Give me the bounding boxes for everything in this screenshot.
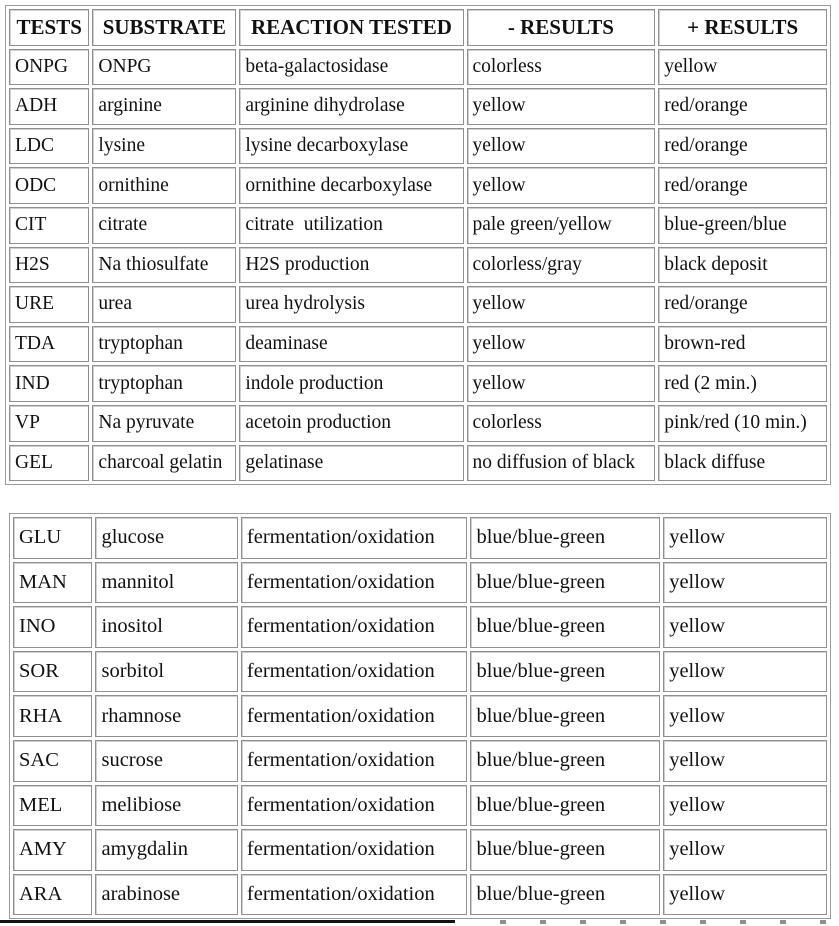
negative-result: yellow [467, 365, 656, 402]
substrate: glucose [95, 517, 237, 559]
header-negative-results: - RESULTS [467, 9, 656, 46]
reaction: fermentation/oxidation [241, 740, 468, 782]
table-row [9, 207, 827, 244]
positive-result: red/orange [658, 128, 827, 165]
negative-result: blue/blue-green [470, 606, 660, 648]
negative-result: blue/blue-green [470, 785, 660, 827]
table-row [13, 740, 827, 782]
test-code: SOR [13, 651, 92, 693]
substrate: Na thiosulfate [92, 247, 236, 284]
substrate: ONPG [92, 49, 236, 86]
header-substrate: SUBSTRATE [92, 9, 236, 46]
positive-result: black diffuse [658, 445, 827, 482]
negative-result: blue/blue-green [470, 874, 660, 916]
test-code: IND [9, 365, 89, 402]
substrate: arginine [92, 88, 236, 125]
table-row [13, 606, 827, 648]
negative-result: yellow [467, 326, 656, 363]
table-row [9, 365, 827, 402]
reaction: H2S production [239, 247, 463, 284]
substrate: rhamnose [95, 695, 237, 737]
table-row [13, 829, 827, 871]
table-row [9, 167, 827, 204]
negative-result: blue/blue-green [470, 695, 660, 737]
test-code: MAN [13, 562, 92, 604]
cropped-artifact [500, 920, 830, 924]
positive-result: black deposit [658, 247, 827, 284]
reaction: fermentation/oxidation [241, 517, 468, 559]
test-code: GEL [9, 445, 89, 482]
table-row [13, 651, 827, 693]
test-code: AMY [13, 829, 92, 871]
substrate: sorbitol [95, 651, 237, 693]
header-tests: TESTS [9, 9, 89, 46]
biochemical-tests-table [5, 5, 831, 485]
reaction: lysine decarboxylase [239, 128, 463, 165]
negative-result: yellow [467, 167, 656, 204]
test-code: ADH [9, 88, 89, 125]
table-row [13, 695, 827, 737]
table-row [13, 785, 827, 827]
positive-result: red/orange [658, 286, 827, 323]
negative-result: yellow [467, 286, 656, 323]
negative-result: no diffusion of black [467, 445, 656, 482]
positive-result: red/orange [658, 88, 827, 125]
substrate: tryptophan [92, 365, 236, 402]
test-code: INO [13, 606, 92, 648]
reaction: indole production [239, 365, 463, 402]
table-row [9, 326, 827, 363]
positive-result: yellow [663, 874, 827, 916]
negative-result: pale green/yellow [467, 207, 656, 244]
reaction: beta-galactosidase [239, 49, 463, 86]
test-code: ODC [9, 167, 89, 204]
table-row [13, 517, 827, 559]
test-code: ARA [13, 874, 92, 916]
negative-result: blue/blue-green [470, 829, 660, 871]
positive-result: yellow [663, 829, 827, 871]
negative-result: blue/blue-green [470, 562, 660, 604]
substrate: urea [92, 286, 236, 323]
table-row [9, 128, 827, 165]
test-code: MEL [13, 785, 92, 827]
positive-result: red/orange [658, 167, 827, 204]
table-row [9, 445, 827, 482]
reaction: arginine dihydrolase [239, 88, 463, 125]
header-positive-results: + RESULTS [658, 9, 827, 46]
reaction: fermentation/oxidation [241, 606, 468, 648]
positive-result: brown-red [658, 326, 827, 363]
negative-result: colorless/gray [467, 247, 656, 284]
test-code: LDC [9, 128, 89, 165]
table-row [9, 49, 827, 86]
table-row [9, 247, 827, 284]
substrate: melibiose [95, 785, 237, 827]
substrate: arabinose [95, 874, 237, 916]
substrate: Na pyruvate [92, 405, 236, 442]
substrate: sucrose [95, 740, 237, 782]
reaction: fermentation/oxidation [241, 562, 468, 604]
reaction: fermentation/oxidation [241, 874, 468, 916]
substrate: tryptophan [92, 326, 236, 363]
positive-result: pink/red (10 min.) [658, 405, 827, 442]
reaction: fermentation/oxidation [241, 651, 468, 693]
table-row [9, 286, 827, 323]
test-code: CIT [9, 207, 89, 244]
positive-result: yellow [663, 562, 827, 604]
reaction: citrate utilization [239, 207, 463, 244]
negative-result: blue/blue-green [470, 651, 660, 693]
test-code: SAC [13, 740, 92, 782]
reaction: fermentation/oxidation [241, 785, 468, 827]
negative-result: colorless [467, 405, 656, 442]
negative-result: yellow [467, 88, 656, 125]
positive-result: yellow [663, 785, 827, 827]
test-code: ONPG [9, 49, 89, 86]
test-code: RHA [13, 695, 92, 737]
substrate: mannitol [95, 562, 237, 604]
test-code: H2S [9, 247, 89, 284]
positive-result: yellow [663, 606, 827, 648]
substrate: charcoal gelatin [92, 445, 236, 482]
substrate: ornithine [92, 167, 236, 204]
reaction: ornithine decarboxylase [239, 167, 463, 204]
negative-result: blue/blue-green [470, 517, 660, 559]
substrate: amygdalin [95, 829, 237, 871]
reaction: urea hydrolysis [239, 286, 463, 323]
positive-result: yellow [658, 49, 827, 86]
positive-result: yellow [663, 740, 827, 782]
table-row [13, 874, 827, 916]
substrate: citrate [92, 207, 236, 244]
reaction: gelatinase [239, 445, 463, 482]
header-reaction-tested: REACTION TESTED [239, 9, 463, 46]
reaction: fermentation/oxidation [241, 695, 468, 737]
divider-line [0, 920, 455, 923]
table-row [9, 88, 827, 125]
table-row [9, 405, 827, 442]
test-code: VP [9, 405, 89, 442]
negative-result: colorless [467, 49, 656, 86]
positive-result: yellow [663, 651, 827, 693]
positive-result: yellow [663, 517, 827, 559]
reaction: deaminase [239, 326, 463, 363]
substrate: inositol [95, 606, 237, 648]
positive-result: yellow [663, 695, 827, 737]
negative-result: blue/blue-green [470, 740, 660, 782]
carbohydrate-tests-table [9, 513, 831, 919]
test-code: GLU [13, 517, 92, 559]
table-row [13, 562, 827, 604]
reaction: acetoin production [239, 405, 463, 442]
header-row [9, 9, 827, 46]
negative-result: yellow [467, 128, 656, 165]
positive-result: red (2 min.) [658, 365, 827, 402]
test-code: TDA [9, 326, 89, 363]
test-code: URE [9, 286, 89, 323]
positive-result: blue-green/blue [658, 207, 827, 244]
substrate: lysine [92, 128, 236, 165]
reaction: fermentation/oxidation [241, 829, 468, 871]
